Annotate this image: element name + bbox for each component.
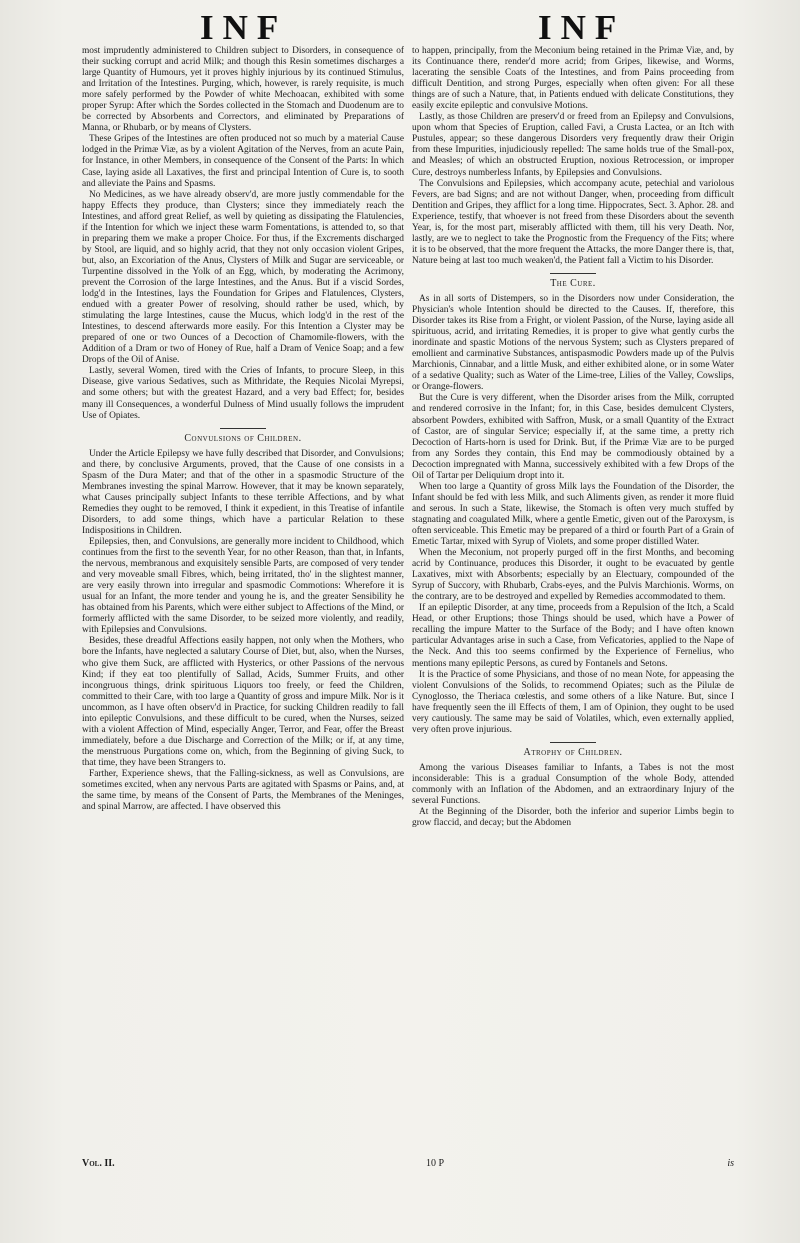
section-heading — [412, 273, 734, 289]
paragraph: Among the various Diseases familiar to Infants, a Tabes is not the most inconsiderable: This is a gradual Consumption of the whole Body, attended commonly with an Inflation of the Abdomen, and an extraordinary Injury of the several Functions. — [412, 762, 734, 807]
paragraph: At the Beginning of the Disorder, both the inferior and superior Limbs begin to grow flaccid, and decay; but the Abdomen — [412, 807, 734, 829]
right-column — [412, 46, 734, 829]
section-rule — [550, 742, 596, 743]
catchword: is — [727, 1158, 734, 1169]
section-title-atrophy: Atrophy of Children. — [523, 746, 623, 758]
paragraph: The Convulsions and Epilepsies, which accompany acute, petechial and variolous Fevers, are bad Signs; and are not without Danger, when, proceeding from difficult Dentition and Gripes, they afflict for a long time. Hippocrates, Sect. 3. Aphor. 28. and Experience, testify, that whoever is not freed from these Disorders about the seventh Year, is, for the most part, miserably afflicted with them, till his very Death. Nor, lastly, are we to neglect to take the Prognostic from the Frequency of the Fits; where it is to be observed, that the more frequent the Attacks, the more Danger there is, that, Nature being at last too much weaken'd, the Patient fall a Victim to his Disorder. — [412, 178, 734, 266]
section-heading — [82, 428, 404, 444]
header-left: INF — [200, 8, 288, 47]
section-title-convulsions: Convulsions of Children. — [184, 432, 302, 444]
paragraph: Besides, these dreadful Affections easily happen, not only when the Mothers, who bore the Infants, have neglected a salutary Course of Diet, but, also, when the Nurses, who give them Suck, are afflicted with Hysterics, or other Passions of the nervous Kind; if they eat too plentifully of Sallad, Acids, Summer Fruits, and other incongruous things, drink spirituous Liquors too freely, or feed the Children, committed to their Care, with too large a Quantity of gross and impure Milk. Nor is it uncommon, as I have often observ'd in Practice, for sucking Children readily to fall into epileptic Convulsions, and these difficult to be cured, when the Nurses, seized with a violent Affection of Mind, especially Anger, Terror, and Fear, offer the Breast immediately, before a due Discharge and Correction of the Milk; or if, at any time, the menstruous Purgations come on, which, from the Beginning of giving Suck, to that time, they have been Strangers to. — [82, 636, 404, 768]
paragraph: When too large a Quantity of gross Milk lays the Foundation of the Disorder, the Infant should be fed with less Milk, and such Aliments given, as render it more fluid and serous. In such a State, likewise, the Stomach is often very much stuffed by stagnating and coagulated Milk, where a gentle Emetic, given out of the Paroxysm, is often serviceable. This Emetic may be prepared of a third or fourth Part of a Grain of Emetic Tartar, mixed with Syrup of Violets, and some proper distilled Water. — [412, 481, 734, 548]
right-footer — [412, 1158, 734, 1172]
paragraph: most imprudently administered to Children subject to Disorders, in consequence of their sucking corrupt and acrid Milk; and though this Resin sometimes discharges a large Quantity of Humours, yet it proves highly injurious by its continued Stimulus, and Irritation of the Intestines. Purging, which, however, is rarely requisite, is much more safely performed by the Powder of white Mechoacan, exhibited with some proper Syrup: After which the Sordes collected in the Stomach and Duodenum are to be corrected by Absorbents and Correctors, and eliminated by Preparations of Manna, or Rhubarb, or by means of Clysters. — [82, 46, 404, 134]
paragraph: Under the Article Epilepsy we have fully described that Disorder, and Convulsions; and there, by conclusive Arguments, proved, that the Cause of one consists in a Spasm of the Dura Mater; and that of the other in a spasmodic Structure of the Membranes investing the spinal Marrow. However, that it may be known separately, what Causes principally subject Infants to these terrible Affections, and by what Remedies they ought to be removed, I think it expedient, in this Treatise of infantile Disorders, to add some things, which have a particular Relation to these Indispositions in Children. — [82, 448, 404, 536]
paragraph: No Medicines, as we have already observ'd, are more justly commendable for the happy Effects they produce, than Clysters; since they immediately reach the Intestines, and afford great Relief, as well by quieting as dissipating the Flatulencies, if the Intention for which we inject these warm Fomentations, is attended to, so that in preparing them we make a proper Choice. For thus, if the Excrements discharged by Stool, are liquid, and so highly acrid, that they not only occasion violent Gripes, but, also, an Excoriation of the Anus, Clysters of Milk and Sugar are serviceable, or Turpentine dissolved in the Yolk of an Egg, which, by moderating the Acrimony, prevent the Corrosion of the large Intestines, and the Anus. But if a viscid Sordes, lodg'd in the Intestines, lays the Foundation for Gripes and Flatulences, Clysters, endued with a greater Power of resolving, should rather be used, which, by stimulating the large Intestines, cause the Mucus, which lodg'd in the rest of the Intestines, to descend afterwards more easily. For this Intention a Clyster may be prepared of one or two Ounces of a Decoction of Chamomile-flowers, with the Addition of a Dram or two of Honey of Rue, half a Dram of Venice Soap; and a few Drops of the Oil of Anise. — [82, 189, 404, 366]
paragraph: But the Cure is very different, when the Disorder arises from the Milk, corrupted and rendered corrosive in the Infant; for, in this Case, besides demulcent Clysters, absorbent Powders, exhibited with Saffron, Musk, or a small Quantity of the Extract of Castor, are of singular Service; especially if, at the same time, a pretty rich Decoction of Harts-horn is used for Drink. But, if the Primæ Viæ are to be purged from any Sordes they contain, this End may be commodiously obtained by a Decoction impregnated with Manna, successively exhibited with a few Drops of the Oil of Tartar per Deliquium dropt into it. — [412, 393, 734, 481]
left-footer — [82, 1158, 404, 1172]
paragraph: Epilepsies, then, and Convulsions, are generally more incident to Childhood, which continues from the first to the seventh Year, for no other Reason, than that, in Infants, the nervous, membranous and exquisitely sensible Parts, are composed of very tender and very moveable small Fibres, which, being irritated, tho' in the slightest manner, are very easily thrown into irregular and spasmodic Commotions: Wherefore it is usual for an Infant, the more tender and young he is, and the greater Sensibility he has obtained from his Parents, which were either subject to Affections of the Mind, or formerly afflicted with the same Disorder, to be seized more violently, and readily, with Epilepsies and Convulsions. — [82, 537, 404, 636]
volume-label: Vol. II. — [82, 1158, 115, 1169]
paragraph: Farther, Experience shews, that the Falling-sickness, as well as Convulsions, are sometimes excited, when any nervous Parts are agitated with Spasms or Pains, and, at the same time, by means of the Consent of Parts, the Membranes of the Meninges, and spinal Marrow, are affected. I have observed this — [82, 769, 404, 813]
signature-mark: 10 P — [426, 1158, 445, 1169]
section-heading — [412, 742, 734, 758]
paragraph: Lastly, several Women, tired with the Cries of Infants, to procure Sleep, in this Disease, give various Sedatives, such as Mithridate, the Requies Nicolai Myrepsi, and some others; but with the greatest Hazard, and a very bad Effect; for, besides many ill Consequences, a wonderful Dulness of Mind usually follows the imprudent Use of Opiates. — [82, 366, 404, 421]
paragraph: If an epileptic Disorder, at any time, proceeds from a Repulsion of the Itch, a Scald Head, or other Eruptions; those Things should be used, which have a Power of recalling the impure Matter to the Surface of the Body; and I have often known particular Advantages arise in such a Case, from Veficatories, applied to the Nape of the Neck. And this too seems confirmed by the Experience of Fernelius, who mentions many epileptic Persons, as cured by Fontanels and Setons. — [412, 603, 734, 669]
section-title-cure: The Cure. — [550, 277, 596, 289]
header-right: INF — [538, 8, 626, 47]
paragraph: It is the Practice of some Physicians, and those of no mean Note, for appeasing the violent Convulsions of the Solids, to recommend Opiates; such as the Pilulæ de Cynoglosso, the Theriaca cœlestis, and some others of a like Nature. But, since I have frequently seen the ill Effects of them, I am of Opinion, they ought to be used very cautiously. The same may be said of Volatiles, which, even externally applied, very often prove injurious. — [412, 669, 734, 735]
paragraph: Lastly, as those Children are preserv'd or freed from an Epilepsy and Convulsions, upon whom that Species of Eruption, called Favi, a Crusta Lactea, or an Itch with Pustules, appear; so these dangerous Disorders very frequently draw their Origin from these Impurities, injudiciously repelled: The same holds true of the Small-pox, and Measles; of which an obstructed Eruption, noxious Retrocession, or improper Cure, destroys numberless Infants, by Epilepsies and Convulsions. — [412, 112, 734, 178]
left-column — [82, 46, 404, 813]
section-rule — [220, 428, 266, 429]
paragraph: These Gripes of the Intestines are often produced not so much by a material Cause lodged in the Primæ Viæ, as by a violent Agitation of the Nerves, from an acute Pain, for Instance, in other Members, in consequence of the Consent of the Parts: In which Case, laying aside all Laxatives, the first and principal Intention of Cure is, to sooth and alleviate the Pains and Spasms. — [82, 134, 404, 189]
paragraph: to happen, principally, from the Meconium being retained in the Primæ Viæ, and, by its Continuance there, render'd more acrid; from Gripes, likewise, and Worms, lacerating the sensible Coats of the Intestines, and from Pains proceeding from difficult Dentition, and strong Purges, especially when often given: For all these things are of such a Nature, that, in Patients endued with delicate Constitutions, they easily excite epileptic and convulsive Motions. — [412, 46, 734, 112]
paragraph: As in all sorts of Distempers, so in the Disorders now under Consideration, the Physician's whole Intention should be directed to the Causes. If, therefore, this Disorder takes its Rise from a Fright, or violent Passion, of the Nurse, laying aside all spirituous, acrid, and irritating Remedies, it is proper to give what gently curbs the inordinate and spastic Motions of the nervous System; such as Clysters prepared of emollient and carminative Substances, antispasmodic Powders made up of the Pulvis Marchionis, Cinnabar, and a little Musk, and either exhibited alone, or in some Water of a sedative Quality; such as Water of the Lime-tree, Lilies of the Valley, Cowslips, or Orange-flowers. — [412, 293, 734, 393]
section-rule — [550, 273, 596, 274]
paragraph: When the Meconium, not properly purged off in the first Months, and becoming acrid by Continuance, produces this Disorder, it ought to be evacuated by gentle Laxatives, mixt with Absorbents; especially by an Electuary, compounded of the Syrup of Succory, with Rhubarb, Crabs-eyes, and the Pulvis Marchionis. Worms, on the contrary, are to be destroyed and expelled by Remedies accommodated to them. — [412, 548, 734, 603]
